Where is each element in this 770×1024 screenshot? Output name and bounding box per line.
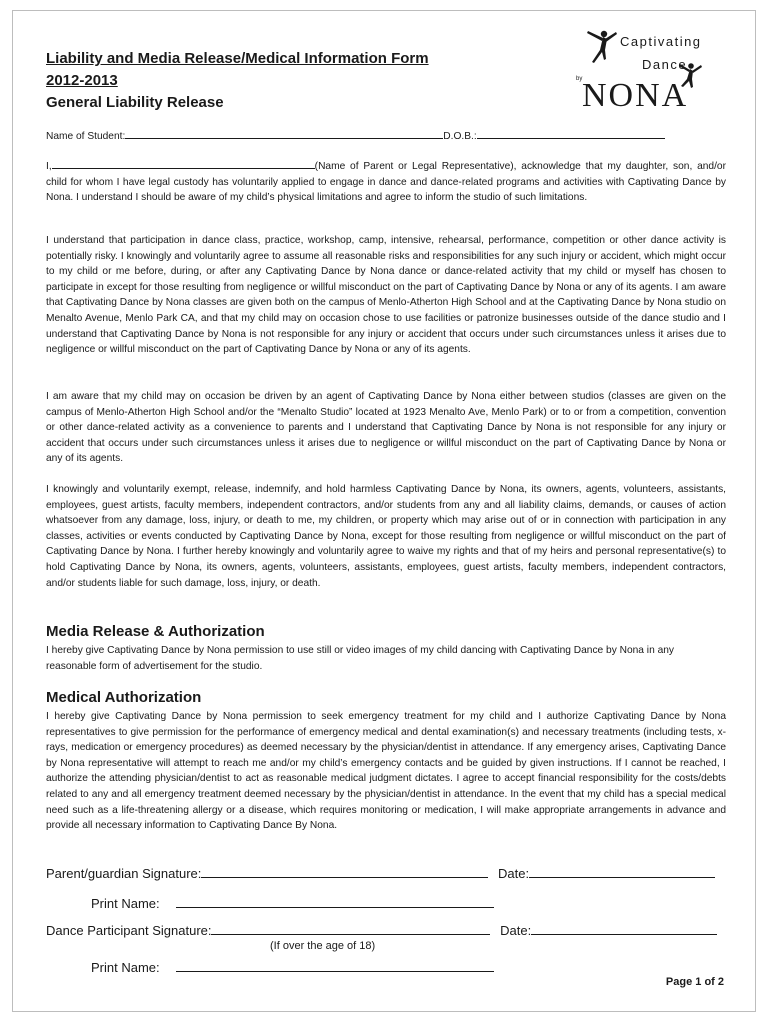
participant-signature-field[interactable]: [211, 920, 490, 935]
participant-signature-label: Dance Participant Signature:: [46, 923, 212, 938]
section-title-liability: General Liability Release: [46, 94, 224, 111]
participant-print-name-label: Print Name:: [91, 960, 160, 975]
medical-authorization-heading: Medical Authorization: [46, 689, 202, 706]
logo-word-dance: Dance: [642, 57, 688, 72]
dob-label: D.O.B.:: [443, 131, 477, 142]
page-number: Page 1 of 2: [665, 976, 724, 988]
liability-paragraph-1-text: (Name of Parent or Legal Representative), acknowledge that my daughter, son, and/or child for whom I have legal custody has voluntarily applied to engage in dance and dance-related programs and activities with Captivating Dance by Nona. I understand I should be aware of my child’s physical limitations and agree to inform the studio of such limitations.: [46, 161, 726, 204]
dancer-silhouette-icon: [587, 31, 617, 63]
form-year: 2012-2013: [46, 72, 118, 89]
parent-date-label: Date:: [498, 866, 530, 881]
parent-date-field[interactable]: [529, 863, 715, 878]
student-info-row: [46, 127, 726, 145]
parent-name-field[interactable]: [52, 157, 315, 169]
student-name-field[interactable]: [125, 127, 443, 139]
age-note: (If over the age of 18): [270, 940, 376, 952]
logo-word-nona: NONA: [582, 77, 689, 112]
dancer-logo-graphic: [570, 22, 730, 112]
form-title: Liability and Media Release/Medical Information Form: [46, 50, 429, 67]
parent-print-name-label: Print Name:: [91, 896, 160, 911]
media-release-text: I hereby give Captivating Dance by Nona permission to use still or video images of my child dancing with Captivating Dance by Nona in any reasonable form of advertisement for the studio.: [46, 645, 674, 672]
medical-authorization-text: I hereby give Captivating Dance by Nona permission to seek emergency treatment for my child and I authorize Captivating Dance by Nona representatives to give permission for the performance of emergency medical and dental examination(s) and necessary treatments (including tests, x-rays, medication or emergency procedures) as deemed necessary by the physician/dentist in attendance. If any emergency arises, Captivating Dance by Nona representative will attempt to reach me and/or my child’s emergency contacts and be guided by given instructions. If I cannot be reached, I authorize the attending physician/dentist to act as reasonable medical judgment dictates. I agree to accept financial responsibility for the costs/debts related to any and all emergency treatment deemed necessary by the physician/dentist in attendance. In the event that my child has a special medical need such as a life-threatening allergy or a disease, which requires monitoring or medication, I will make appropriate arrangements in advance and provide all necessary information to Captivating Dance By Nona.: [46, 711, 726, 832]
participant-print-name-field[interactable]: [176, 957, 494, 972]
parent-print-name-row: [91, 893, 494, 913]
parent-print-name-field[interactable]: [176, 893, 494, 908]
media-release-heading: Media Release & Authorization: [46, 623, 265, 640]
parent-signature-label: Parent/guardian Signature:: [46, 866, 202, 881]
liability-paragraph-1: [46, 157, 726, 206]
liability-paragraph-3: I am aware that my child may on occasion be driven by an agent of Captivating Dance by Nona either between studios (classes are given on the campus of Menlo-Atherton High School and/or the “Menalto Studio” located at 1923 Menalto Ave, Menlo Park) or to or from a competition, convention or other dance-related activity as a convenience to parents and I understand that Captivating Dance by Nona is not responsible for any injury or accident that occurs under such circumstances unless it arises due to negligence or willful misconduct on the part of Captivating Dance by Nona or any of its agents.: [46, 391, 726, 465]
liability-paragraph-4: I knowingly and voluntarily exempt, release, indemnify, and hold harmless Captivating Dance by Nona, its owners, agents, volunteers, assistants, employees, guest artists, faculty members, independent contractors, and/or students from any and all liability claims, demands, or causes of action whatsoever from any damage, loss, injury, or death to me, my children, or property which may arise out of or in connection with participation in any classes, activities or events conducted by Captivating Dance by Nona, except for those resulting from negligence or willful misconduct on the part of Captivating Dance by Nona. I further hereby knowingly and voluntarily agree to waive my rights and that of my heirs and personal representative(s) to hold Captivating Dance by Nona, its owners, agents, volunteers, assistants, employees, guest artists, faculty members, independent contractors, and/or students liable for such damage, loss, injury, or death.: [46, 484, 726, 589]
logo-word-captivating: Captivating: [620, 34, 702, 49]
participant-print-name-row: [91, 957, 494, 977]
student-name-label: Name of Student:: [46, 131, 126, 142]
participant-date-field[interactable]: [531, 920, 717, 935]
participant-signature-row: [46, 920, 717, 940]
studio-logo: [570, 22, 730, 112]
logo-word-by: by: [576, 76, 583, 82]
parent-prefix: I,: [46, 161, 52, 172]
parent-signature-field[interactable]: [201, 863, 488, 878]
parent-signature-row: [46, 863, 715, 883]
dob-field[interactable]: [477, 127, 665, 139]
liability-paragraph-2: I understand that participation in dance class, practice, workshop, camp, intensive, rehearsal, performance, competition or other dance activity is potentially risky. I knowingly and voluntarily agree to assume all reasonable risks and responsibilities for any such injury or accident, which might occur to my child or me before, during, or after any Captivating Dance by Nona dance or dance-related activity that my child or myself has chosen to participate in except for those resulting from negligence or willful misconduct on the part of Captivating Dance by Nona or any of its agents. I am aware that Captivating Dance by Nona classes are given both on the campus of Menlo-Atherton High School and at the Captivating Dance by Nona studio on Menalto Avenue, Menlo Park CA, and that my child may on occasion chose to use facilities or patronize businesses outside of the dance studio and I understand that Captivating Dance by Nona is not responsible for any injury or accident that occurs under such circumstances unless it arises due to negligence or willful misconduct on the part of Captivating Dance by Nona or any of its agents.: [46, 235, 726, 356]
participant-date-label: Date:: [500, 923, 532, 938]
